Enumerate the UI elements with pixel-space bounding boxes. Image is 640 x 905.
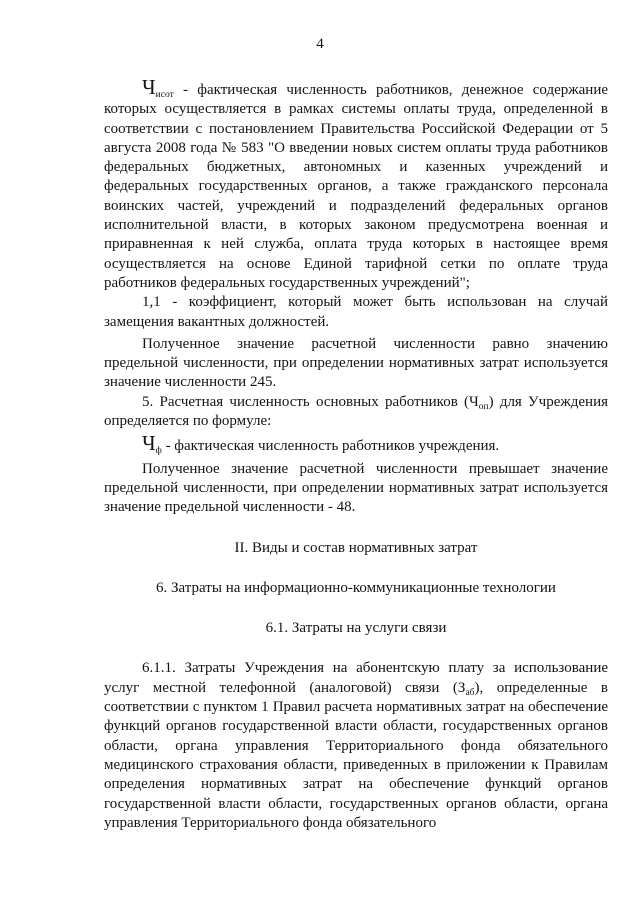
- paragraph-6-1-1: [104, 659, 608, 833]
- paragraph-calculated-equals-limit: Полученное значение расчетной численности равно значению предельной численности, при определении нормативных затрат используется значение численности 245.: [104, 335, 608, 391]
- symbol-ch: Ч: [142, 75, 156, 99]
- symbol-subscript: исот: [155, 90, 174, 100]
- page-number: 4: [316, 36, 324, 52]
- paragraph-text: 5. Расчетная численность основных работников (Ч: [142, 393, 479, 410]
- paragraph-item-5: [104, 393, 608, 432]
- paragraph-text: ), определенные в соответствии с пунктом 1 Правил расчета нормативных затрат на обеспечение функций органов государственной власти области, государственных органов области, органа управления Территориального фонда обязательного медицинского страхования области, приведенных в приложении к Правилам определения нормативных затрат на обеспечение функций органов государственной власти области, государственных органов области, органа управления Территориального фонда обязательного: [104, 679, 608, 831]
- paragraph-text: - фактическая численность работников, денежное содержание которых осуществляется в рамках системы оплаты труда, определенной в соответствии с постановлением Правительства Российской Федерации от 5 августа 2008 года № 583 "О введении новых систем оплаты труда работников федеральных бюджетных, автономных и казенных учреждений и федеральных государственных органов, а также гражданского персонала воинских частей, учреждений и подразделений федеральных органов исполнительной власти, в которых законом предусмотрена военная и приравненная к ней служба, оплата труда которых в настоящее время осуществляется на основе Единой тарифной сетки по оплате труда работников федеральных государственных учреждений";: [104, 82, 608, 291]
- paragraph-text: 6.1.1. Затраты Учреждения на абонентскую плату за использование услуг местной телефонной (аналоговой) связи (З: [104, 660, 608, 696]
- paragraph-actual-headcount-isot: [104, 75, 608, 293]
- subsection-heading: 6. Затраты на информационно-коммуникационные технологии: [156, 579, 556, 596]
- document-body: [104, 75, 608, 833]
- paragraph-calculated-exceeds-limit: Полученное значение расчетной численности превышает значение предельной численности, при определении нормативных затрат используется значение предельной численности - 48.: [104, 460, 608, 516]
- paragraph-actual-headcount-f: [104, 431, 608, 457]
- symbol-ch: Ч: [142, 431, 156, 456]
- paragraph-coefficient: 1,1 - коэффициент, который может быть использован на случай замещения вакантных должностей.: [104, 294, 608, 330]
- paragraph-text: - фактическая численность работников учреждения.: [161, 438, 500, 455]
- symbol-subscript: ф: [155, 446, 162, 457]
- subscript: аб: [465, 687, 475, 698]
- section-heading: II. Виды и состав нормативных затрат: [234, 539, 478, 556]
- subsubsection-heading: 6.1. Затраты на услуги связи: [265, 620, 447, 637]
- paragraph-text: ) для Учреждения определяется по формуле:: [104, 393, 608, 430]
- subscript: оп: [478, 401, 489, 412]
